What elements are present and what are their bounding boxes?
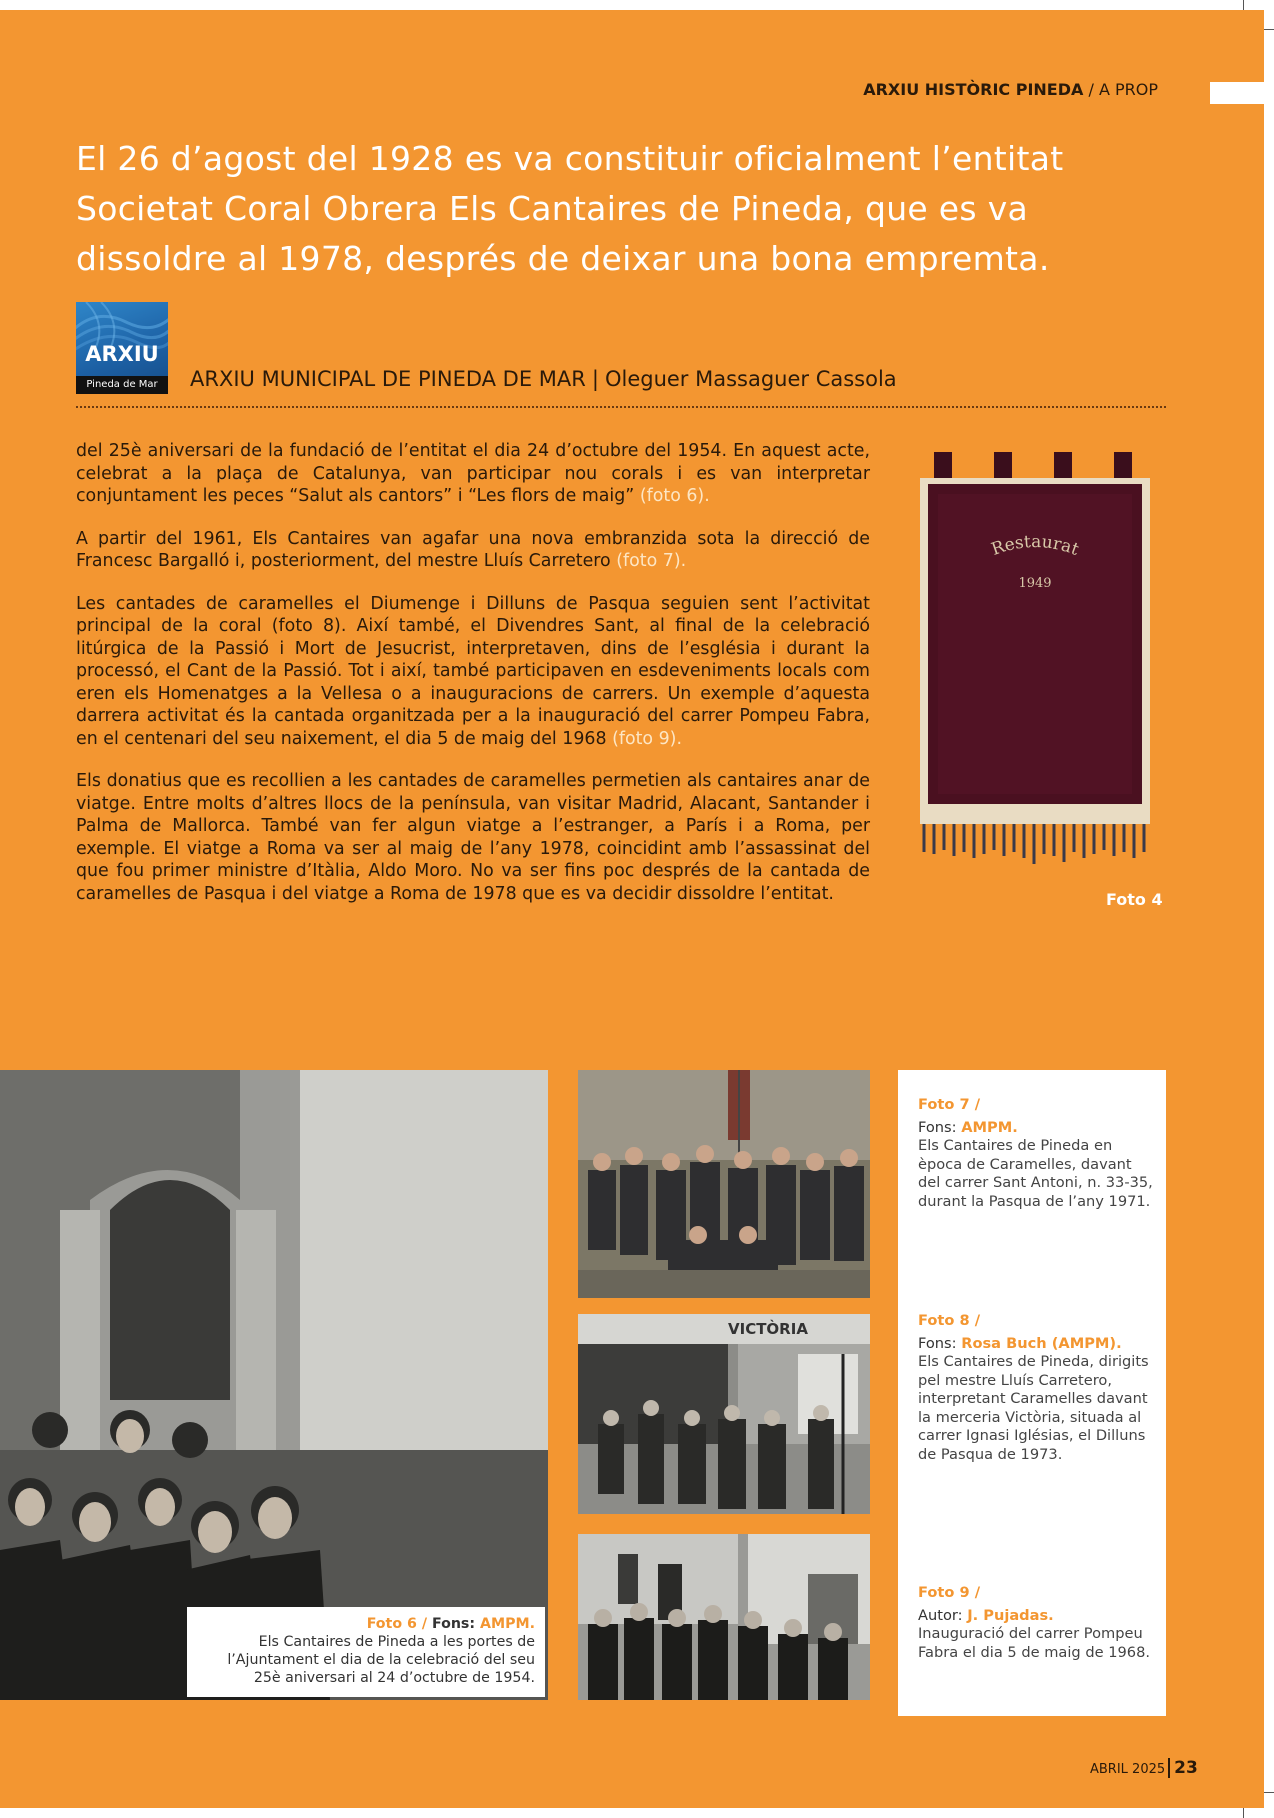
photo-8-illustration	[578, 1314, 870, 1514]
footer-date: ABRIL 2025	[1090, 1762, 1166, 1777]
page-footer	[1090, 1758, 1198, 1778]
caption-source: AMPM.	[961, 1118, 1018, 1136]
foto4-label: Foto 4	[1106, 890, 1163, 909]
photo-9-illustration	[578, 1534, 870, 1700]
caption-source-label: Autor:	[918, 1606, 968, 1624]
page-number: 23	[1168, 1758, 1198, 1778]
photo-6-group-portrait	[0, 1070, 548, 1700]
caption-title: Foto 6 /	[366, 1616, 432, 1632]
paragraph-text: Els donatius que es recollien a les cantades de caramelles permetien als cantaires anar de viatge. Entre molts d’altres llocs de la península, van visitar Madrid, Alacant, Santander i Palma de Mallorca. També van fer algun viatge a l’estranger, a París i a Roma, per exemple. El viatge a Roma va ser al maig de l’any 1978, coincidint amb l’assassinat del que fou primer ministre d’Itàlia, Aldo Moro. No va ser fins poc després de la cantada de caramelles de Pasqua i del viatge a Roma de 1978 que es va decidir dissoldre l’entitat.	[76, 771, 870, 904]
caption-title: Foto 8 /	[918, 1312, 981, 1329]
photo-reference: (foto 9).	[612, 728, 682, 749]
banner-embroidery-text: Restaurat	[988, 531, 1082, 560]
photo-reference: (foto 7).	[616, 551, 687, 571]
paragraph	[76, 440, 870, 508]
logo-subtitle: Pineda de Mar	[76, 376, 168, 394]
photo-6-illustration	[0, 1070, 548, 1700]
photo-7-illustration	[578, 1070, 870, 1298]
photo-9-caption	[918, 1584, 1154, 1662]
caption-text: Els Cantaires de Pineda en època de Caramelles, davant del carrer Sant Antoni, n. 33-35, durant la Pasqua de l’any 1971.	[918, 1137, 1153, 1210]
paragraph-text: A partir del 1961, Els Cantaires van agafar una nova embranzida sota la direcció de Francesc Bargalló i, posteriorment, del mestre Lluís Carretero	[76, 528, 870, 571]
caption-source-line	[918, 1335, 1154, 1354]
arxiu-logo	[76, 302, 168, 394]
caption-source: AMPM.	[479, 1616, 535, 1632]
headline: El 26 d’agost del 1928 es va constituir oficialment l’entitat Societat Coral Obrera Els Cantaires de Pineda, que es va dissoldre al 1978, després de deixar una bona empremta.	[76, 139, 1064, 278]
caption-source-line	[918, 1119, 1154, 1138]
caption-text: Inauguració del carrer Pompeu Fabra el dia 5 de maig de 1968.	[918, 1625, 1150, 1661]
photo-6-caption	[187, 1607, 545, 1697]
caption-source-label: Fons:	[918, 1334, 962, 1352]
byline	[190, 367, 897, 391]
restored-banner-photo	[910, 452, 1160, 867]
byline-separator: |	[591, 367, 599, 391]
photo-7-caramelles-group	[578, 1070, 870, 1298]
photo-reference: (foto 6).	[639, 486, 710, 506]
caption-source: J. Pujadas.	[967, 1606, 1054, 1624]
photo-9-street-inauguration	[578, 1534, 870, 1700]
section-header-bold: ARXIU HISTÒRIC PINEDA	[863, 80, 1084, 99]
logo-word: ARXIU	[85, 342, 159, 366]
dotted-divider	[76, 406, 1166, 408]
header-tab-marker	[1210, 82, 1264, 104]
caption-source-line	[918, 1607, 1154, 1626]
caption-source-label: Fons:	[431, 1616, 480, 1632]
photo-8-sign-text: VICTÒRIA	[728, 1320, 808, 1338]
paragraph-text: del 25è aniversari de la fundació de l’entitat el dia 24 d’octubre del 1954. En aquest acte, celebrat a la plaça de Catalunya, van participar nou corals i es van interpretar conjuntament les peces “Salut als cantors” i “Les flors de maig”	[76, 441, 870, 506]
byline-author: Oleguer Massaguer Cassola	[604, 367, 897, 391]
photo-8-victoria-shop	[578, 1314, 870, 1514]
banner-year: 1949	[1018, 576, 1052, 591]
paragraph	[76, 593, 870, 751]
caption-text: Els Cantaires de Pineda a les portes de l’Ajuntament el dia de la celebració del seu 25è aniversari al 24 d’octubre de 1954.	[227, 1634, 535, 1686]
magazine-page	[0, 10, 1264, 1808]
caption-text: Els Cantaires de Pineda, dirigits pel mestre Lluís Carretero, interpretant Caramelles davant la merceria Victòria, situada al carrer Ignasi Iglésias, el Dilluns de Pasqua de 1973.	[918, 1353, 1149, 1463]
byline-organization: ARXIU MUNICIPAL DE PINEDA DE MAR	[190, 367, 586, 391]
section-header	[863, 80, 1158, 99]
photo-captions-column	[898, 1070, 1166, 1716]
section-header-rest: / A PROP	[1083, 80, 1158, 99]
paragraph	[76, 528, 870, 573]
paragraph-text: Les cantades de caramelles el Diumenge i Dilluns de Pasqua seguien sent l’activitat principal de la coral (foto 8). Així també, el Divendres Sant, al final de la celebració litúrgica de la Passió i Mort de Jesucrist, interpretaven, dins de l’església i durant la processó, el Cant de la Passió. Tot i així, també participaven en esdeveniments locals com eren els Homenatges a la Vellesa o a inauguracions de carrers. Un exemple d’aquesta darrera activitat és la cantada organitzada per a la inauguració del carrer Pompeu Fabra, en el centenari del seu naixement, el dia 5 de maig del 1968	[76, 593, 870, 749]
photo-7-caption	[918, 1096, 1154, 1211]
caption-source-label: Fons:	[918, 1118, 962, 1136]
article-body	[76, 440, 870, 925]
photo-8-caption	[918, 1312, 1154, 1464]
caption-title: Foto 7 /	[918, 1096, 981, 1113]
paragraph	[76, 770, 870, 905]
caption-title: Foto 9 /	[918, 1584, 981, 1601]
caption-source: Rosa Buch (AMPM).	[961, 1334, 1122, 1352]
